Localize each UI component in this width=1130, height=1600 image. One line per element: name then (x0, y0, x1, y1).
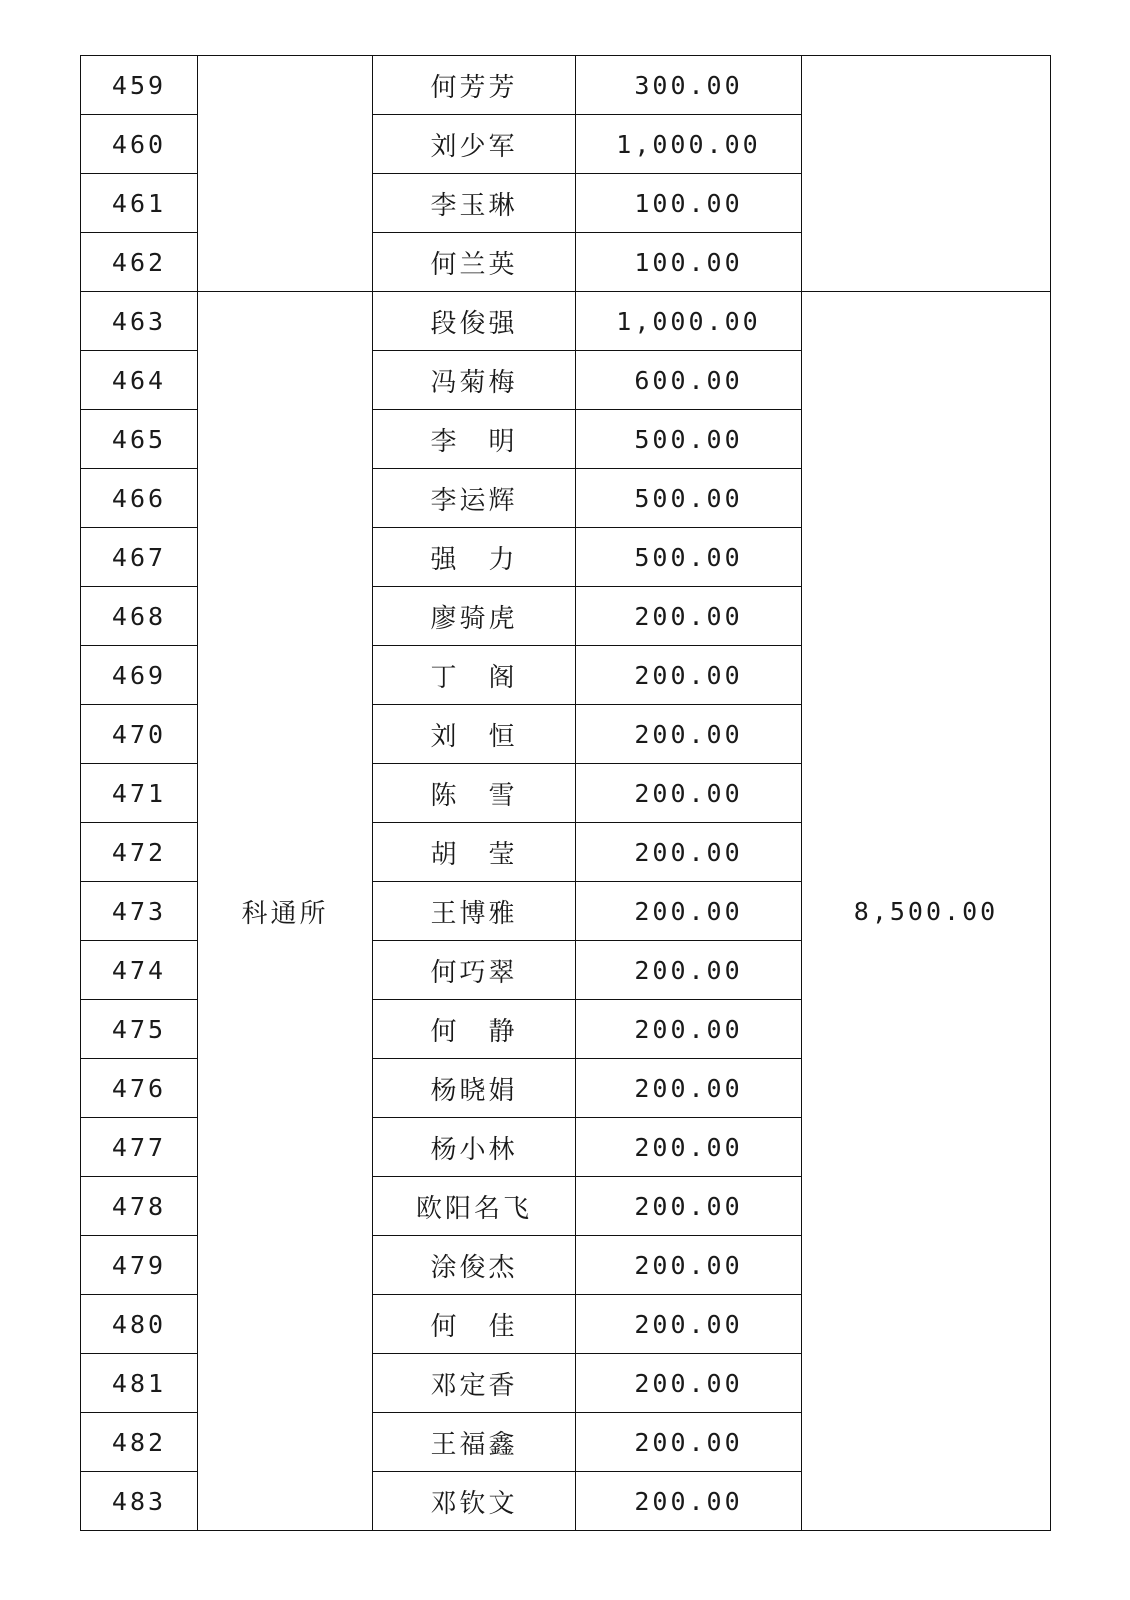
donation-table (80, 55, 1051, 1531)
donor-name: 王博雅 (373, 882, 576, 941)
donation-amount: 200.00 (576, 1236, 802, 1295)
donation-amount: 200.00 (576, 1472, 802, 1531)
donation-amount: 200.00 (576, 1295, 802, 1354)
donation-amount: 200.00 (576, 1059, 802, 1118)
row-number: 459 (81, 56, 198, 115)
donation-amount: 200.00 (576, 1177, 802, 1236)
donor-name: 段俊强 (373, 292, 576, 351)
table-row (81, 56, 1051, 115)
donation-amount: 500.00 (576, 469, 802, 528)
donor-name: 何 静 (373, 1000, 576, 1059)
row-number: 471 (81, 764, 198, 823)
row-number: 477 (81, 1118, 198, 1177)
donor-name: 李运辉 (373, 469, 576, 528)
donation-amount: 200.00 (576, 1413, 802, 1472)
donation-amount: 200.00 (576, 705, 802, 764)
table-body (81, 56, 1051, 1531)
donation-amount: 200.00 (576, 882, 802, 941)
donation-amount: 500.00 (576, 528, 802, 587)
row-number: 475 (81, 1000, 198, 1059)
donation-amount: 600.00 (576, 351, 802, 410)
row-number: 473 (81, 882, 198, 941)
unit-name-cell: 科通所 (198, 292, 373, 1531)
donor-name: 刘 恒 (373, 705, 576, 764)
donor-name: 杨小林 (373, 1118, 576, 1177)
row-number: 464 (81, 351, 198, 410)
donation-amount: 200.00 (576, 1118, 802, 1177)
donor-name: 李玉琳 (373, 174, 576, 233)
donor-name: 李 明 (373, 410, 576, 469)
donor-name: 何 佳 (373, 1295, 576, 1354)
unit-name-cell (198, 56, 373, 292)
row-number: 468 (81, 587, 198, 646)
row-number: 476 (81, 1059, 198, 1118)
donation-amount: 1,000.00 (576, 115, 802, 174)
row-number: 480 (81, 1295, 198, 1354)
donor-name: 王福鑫 (373, 1413, 576, 1472)
donor-name: 丁 阁 (373, 646, 576, 705)
donation-amount: 200.00 (576, 764, 802, 823)
donation-amount: 200.00 (576, 1000, 802, 1059)
row-number: 481 (81, 1354, 198, 1413)
donation-amount: 500.00 (576, 410, 802, 469)
row-number: 470 (81, 705, 198, 764)
donation-amount: 200.00 (576, 646, 802, 705)
donor-name: 何巧翠 (373, 941, 576, 1000)
donor-name: 何芳芳 (373, 56, 576, 115)
row-number: 469 (81, 646, 198, 705)
donation-amount: 200.00 (576, 587, 802, 646)
donor-name: 何兰英 (373, 233, 576, 292)
donor-name: 胡 莹 (373, 823, 576, 882)
row-number: 479 (81, 1236, 198, 1295)
row-number: 461 (81, 174, 198, 233)
table-row (81, 292, 1051, 351)
row-number: 472 (81, 823, 198, 882)
row-number: 483 (81, 1472, 198, 1531)
unit-subtotal-cell: 8,500.00 (802, 292, 1051, 1531)
row-number: 482 (81, 1413, 198, 1472)
donor-name: 强 力 (373, 528, 576, 587)
donor-name: 邓钦文 (373, 1472, 576, 1531)
donor-name: 杨晓娟 (373, 1059, 576, 1118)
donor-name: 欧阳名飞 (373, 1177, 576, 1236)
donor-name: 邓定香 (373, 1354, 576, 1413)
donor-name: 廖骑虎 (373, 587, 576, 646)
donor-name: 陈 雪 (373, 764, 576, 823)
row-number: 463 (81, 292, 198, 351)
row-number: 460 (81, 115, 198, 174)
donation-amount: 200.00 (576, 941, 802, 1000)
donation-amount: 200.00 (576, 823, 802, 882)
donor-name: 涂俊杰 (373, 1236, 576, 1295)
row-number: 465 (81, 410, 198, 469)
donation-amount: 100.00 (576, 233, 802, 292)
row-number: 466 (81, 469, 198, 528)
donation-amount: 1,000.00 (576, 292, 802, 351)
unit-subtotal-cell (802, 56, 1051, 292)
donation-amount: 100.00 (576, 174, 802, 233)
donor-name: 刘少军 (373, 115, 576, 174)
row-number: 467 (81, 528, 198, 587)
donation-amount: 200.00 (576, 1354, 802, 1413)
row-number: 478 (81, 1177, 198, 1236)
row-number: 474 (81, 941, 198, 1000)
row-number: 462 (81, 233, 198, 292)
donation-amount: 300.00 (576, 56, 802, 115)
donor-name: 冯菊梅 (373, 351, 576, 410)
